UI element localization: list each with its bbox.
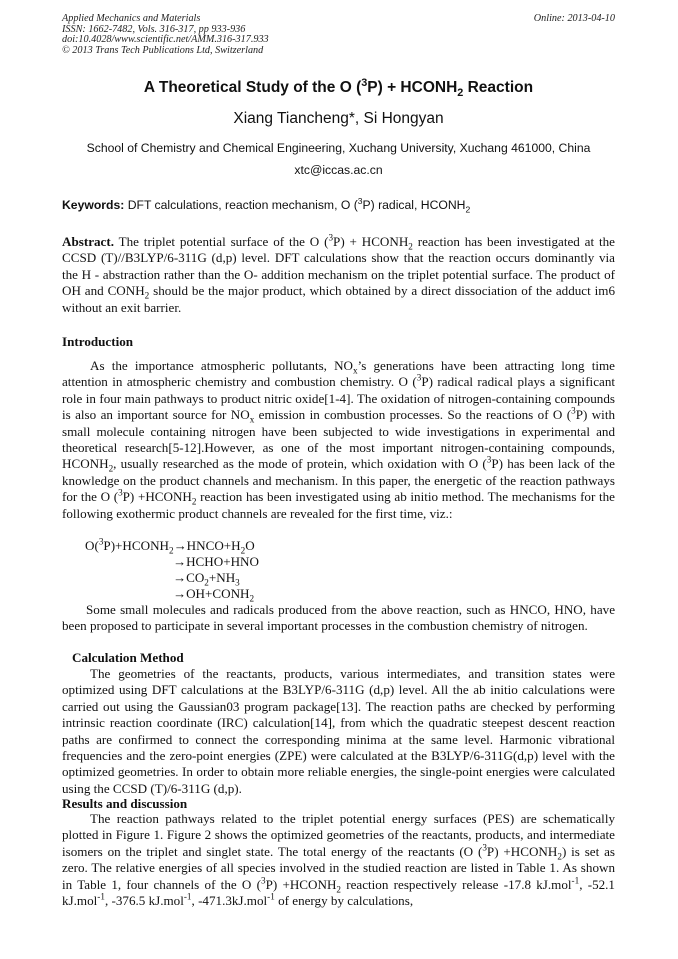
journal-header (62, 14, 615, 56)
reaction-3: $\to CO_2+NH_3$ (173, 570, 240, 588)
reaction-1: $O(^3P)+HCONH_2\to HNCO+H_2O$ (85, 536, 255, 556)
section-results: Results and discussion (62, 796, 188, 811)
intro-paragraph: As the importance atmospheric pollutants, $NO_x’s$ generations have been attracting long time attention in atmospheric chemistry and combustion chemistry. O ($^3$P) radical radical plays a significant role in four main pathways to product nitric oxide[1-4]. The oxidation of nitrogen-containing compounds is also an important source for $NO_x$ emission in combustion processes. So the reactions of O ($^3$P) with small molecule containing nitrogen have been subjected to wide investigations in experimental and theoretical research[5-12].However, as one of the most important nitrogen-containing compounds, $HCONH_2$, usually researched as the mode of protein, which oxidation with O ($^3$P) has been lack of the knowledge on the product channels and mechanism. In this paper, the energetic of the reaction pathways for the O $(^3P) +HCONH_2$ reaction has been investigated using ab initio method. The mechanisms for the following exothermic product channels are revealed for the first time, viz.: (62, 358, 615, 521)
journal-name: Applied Mechanics and Materials (62, 13, 201, 24)
paper-title: A Theoretical Study of the O $(^3P) + HCONH_2$ Reaction (143, 76, 534, 100)
email: xtc@iccas.ac.cn (294, 163, 383, 177)
reaction-4: $\to OH+CONH_2$ (173, 586, 255, 604)
section-introduction: Introduction (62, 334, 134, 349)
affiliation: School of Chemistry and Chemical Engineering, Xuchang University, Xuchang 461000, China (86, 141, 591, 155)
intro-paragraph-2: Some small molecules and radicals produced from the above reaction, such as HNCO, HNO, have been proposed to participate in several important processes in the combustion chemistry of nitrogen. (62, 602, 615, 634)
reaction-2: →HCHO+HNO (173, 554, 259, 569)
calc-paragraph: The geometries of the reactants, products, various intermediates, and transition states were optimized using DFT calculations at the B3LYP/6-311G (d,p) level. All the ab initio calculations were carried out using the Gaussian03 program package[13]. The reaction paths are checked by performing intrinsic reaction coordinate (IRC) calculation[14], from which the quadratic steepest descent reaction paths are confirmed to connect the corresponding minima at the same level. Harmonic vibrational frequencies and the zero-point energies (ZPE) were calculated at the B3LYP/6-311G(d,p) level with the optimized geometries. In order to obtain more reliable energies, the single-point energies were calculated using the CCSD (T)/6-311G (d,p). (62, 666, 615, 796)
online-date: Online: 2013-04-10 (533, 13, 615, 24)
copyright: © 2013 Trans Tech Publications Ltd, Switzerland (62, 44, 264, 56)
section-calculation-method: Calculation Method (72, 650, 184, 665)
authors: Xiang Tiancheng*, Si Hongyan (233, 110, 444, 127)
keywords: Keywords: DFT calculations, reaction mechanism, O ($^3$P) radical, $HCONH_2$ (62, 195, 471, 215)
results-paragraph: The reaction pathways related to the triplet potential energy surfaces (PES) are schematically plotted in Figure 1. Figure 2 shows the optimized geometries of the reactants, products, and intermediate isomers on the triplet and singlet state. The total energy of the reactants (O $(^3P) +HCONH_2$) is set as zero. The relative energies of all species involved in the studied reaction are listed in Table 1. As shown in Table 1, four channels of the O $(^3P) +HCONH_2$ reaction respectively release -17.8 kJ.mol$^{-1}$, -52.1 kJ.mol$^{-1}$, -376.5 kJ.mol$^{-1}$, -471.3kJ.mol$^{-1}$ of energy by calculations, (62, 811, 616, 909)
doi: doi:10.4028/www.scientific.net/AMM.316-317.933 (62, 34, 269, 46)
issn: ISSN: 1662-7482, Vols. 316-317, pp 933-936 (62, 23, 246, 35)
abstract: Abstract. The triplet potential surface of the O $(^3P) + HCONH_2$ reaction has been investigated at the CCSD (T)//B3LYP/6-311G (d,p) level. DFT calculations show that the reaction occurs dominantly via the H - abstraction rather than the O- addition mechanism on the triplet potential surface. The product of OH and $CONH_2$ should be the major product, which obtained by a direct dissociation of the adduct im6 without an exit barrier. (62, 232, 615, 315)
